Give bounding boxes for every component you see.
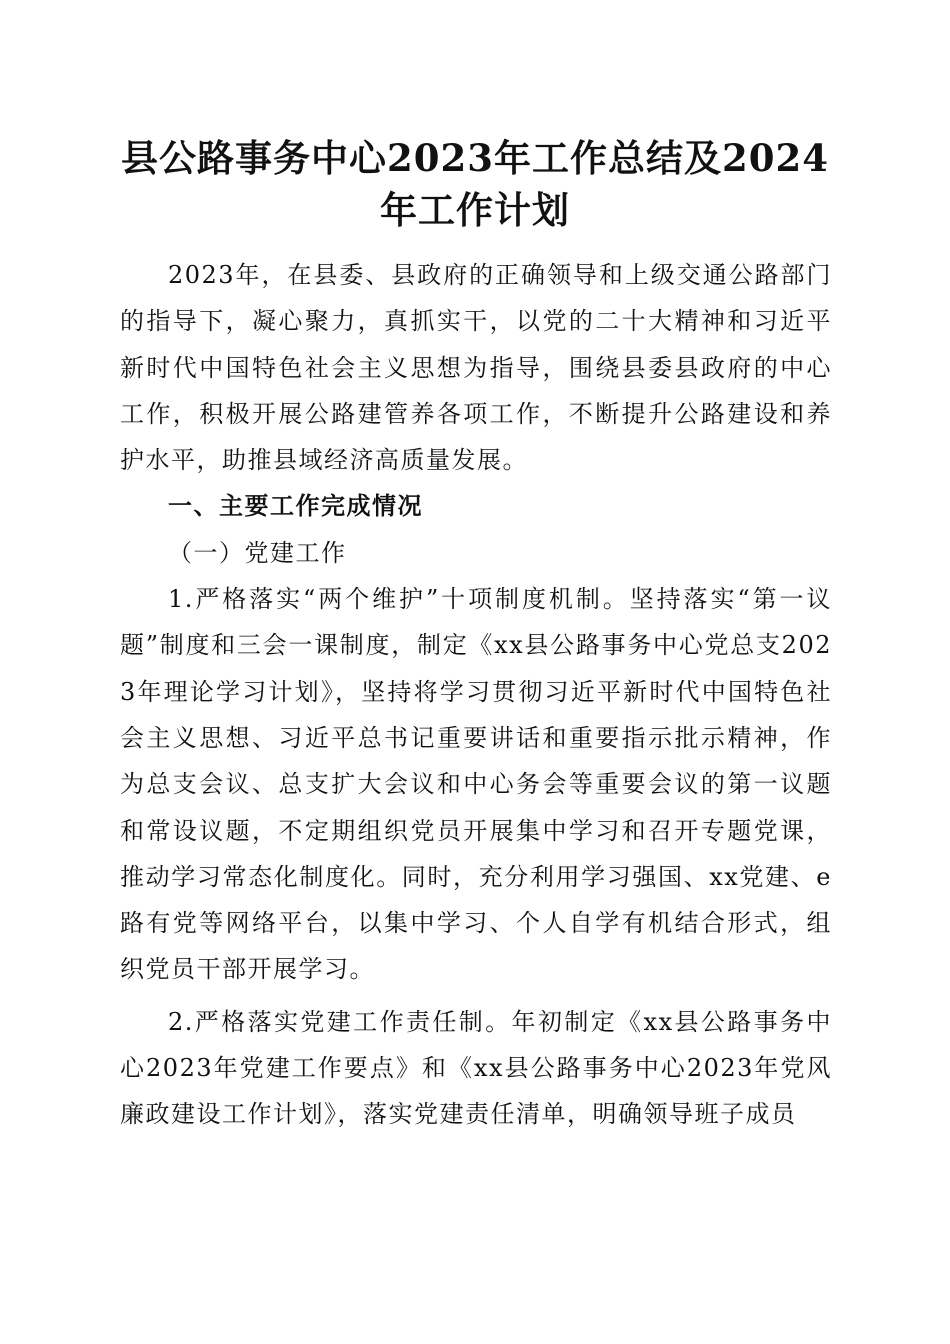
subsection-heading-party-building: （一）党建工作 bbox=[168, 538, 347, 567]
paragraph-item-2: 2.严格落实党建工作责任制。年初制定《xx县公路事务中心2023年党建工作要点》和《xx县公路事务中心2023年党风廉政建设工作计划》，落实党建责任清单，明确领导班子成员 bbox=[120, 1007, 832, 1129]
document-title: 县公路事务中心2023年工作总结及2024年工作计划 bbox=[121, 136, 829, 232]
section-heading-main-work: 一、主要工作完成情况 bbox=[168, 492, 423, 521]
paragraph-item-1: 1.严格落实“两个维护”十项制度机制。坚持落实“第一议题”制度和三会一课制度，制定《xx县公路事务中心党总支2023年理论学习计划》，坚持将学习贯彻习近平新时代中国特色社会主义思想、习近平总书记重要讲话和重要指示批示精神，作为总支会议、总支扩大会议和中心务会等重要会议的第一议题和常设议题，不定期组织党员开展集中学习和召开专题党课，推动学习常态化制度化。同时，充分利用学习强国、xx党建、e路有党等网络平台，以集中学习、个人自学有机结合形式，组织党员干部开展学习。 bbox=[120, 585, 832, 984]
intro-paragraph: 2023年，在县委、县政府的正确领导和上级交通公路部门的指导下，凝心聚力，真抓实干，以党的二十大精神和习近平新时代中国特色社会主义思想为指导，围绕县委县政府的中心工作，积极开展公路建管养各项工作，不断提升公路建设和养护水平，助推县域经济高质量发展。 bbox=[120, 261, 832, 475]
document-body bbox=[120, 252, 832, 1138]
